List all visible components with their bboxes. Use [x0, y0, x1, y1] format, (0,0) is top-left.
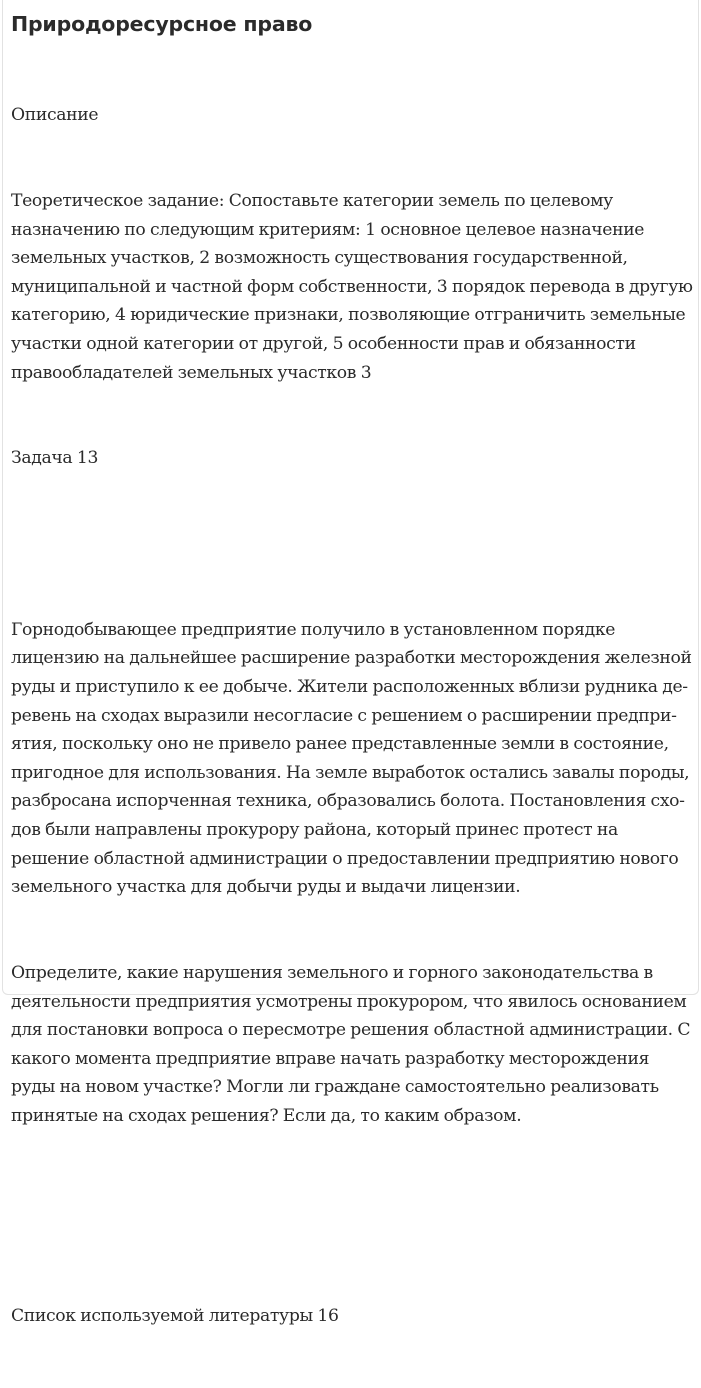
document-body	[11, 44, 697, 1388]
task-paragraph-1: Горнодобывающее предприятие получило в установленном порядке лицензию на дальнейшее расширение разработки месторождения железной руды и приступило к ее добыче. Жители расположенных вблизи рудника де-ревень на сходах выразили несогласие с решением о расширении предпри-ятия, поскольку оно не привело ранее представленные земли в состояние, пригодное для использования. На земле выработок остались завалы породы, разбросана испорченная техника, образовались болота. Постановления схо-дов были направлены прокурору района, который принес протест на решение областной администрации о предоставлении предприятию нового земельного участка для добычи руды и выдачи лицензии.	[11, 619, 697, 898]
blank-lines	[11, 1188, 697, 1245]
bibliography-label: Список используемой литературы 16	[11, 1306, 339, 1327]
theoretical-task-text: Теоретическое задание: Сопоставьте категории земель по целевому назначению по следующим критериям: 1 основное целевое назначение земельных участков, 2 возможность существования государственной, муниципальной и частной форм собственности, 3 порядок перевода в другую категорию, 4 юридические признаки, позволяющие отграничить земельные участки одной категории от другой, 5 особенности прав и обязанности правообладателей земельных участков 3	[11, 190, 698, 383]
task-label: Задача 13	[11, 448, 99, 469]
task-paragraph-2: Определите, какие нарушения земельного и горного законодательства в деятельности предприятия усмотрены прокурором, что явилось основанием для постановки вопроса о пересмотре решения областной администрации. С какого момента предприятие вправе начать разработку месторождения руды на новом участке? Могли ли граждане самостоятельно реализовать принятые на сходах решения? Если да, то каким образом.	[11, 963, 695, 1126]
blank-line	[11, 530, 697, 559]
page-title: Природоресурсное право	[11, 12, 313, 36]
document-content	[11, 4, 697, 1388]
document-page	[2, 0, 699, 1327]
description-label: Описание	[11, 105, 99, 126]
